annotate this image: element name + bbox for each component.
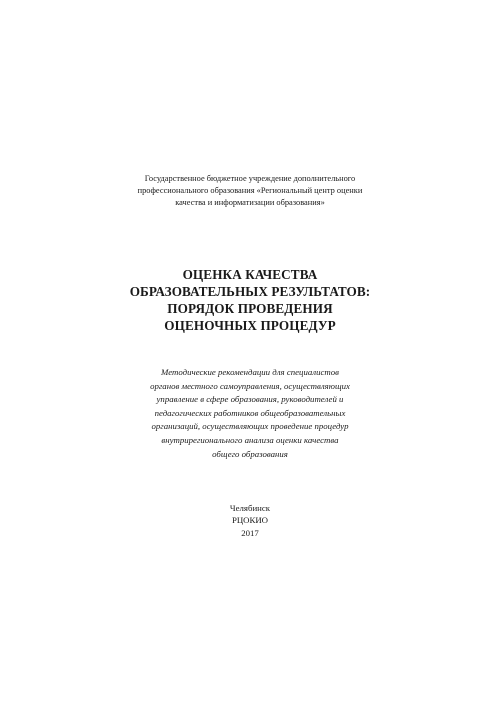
title-line: ПОРЯДОК ПРОВЕДЕНИЯ: [167, 301, 333, 316]
subtitle-line: общего образования: [212, 448, 288, 459]
imprint-city: Челябинск: [229, 503, 271, 513]
subtitle-line: Методические рекомендации для специалистов: [161, 367, 339, 377]
institution-line: Государственное бюджетное учреждение дополнительного: [144, 174, 356, 183]
institution-line: качества и информатизации образования»: [175, 198, 325, 207]
title-line: ОЦЕНОЧНЫХ ПРОЦЕДУР: [164, 318, 336, 333]
subtitle-line: органов местного самоуправления, осуществляющих: [150, 380, 350, 391]
document-title: [90, 266, 410, 334]
institution-name: [130, 173, 370, 209]
institution-line: профессионального образования «Региональный центр оценки: [137, 186, 363, 195]
imprint-publisher: РЦОКИО: [231, 515, 269, 526]
subtitle-line: управление в сфере образования, руководителей и: [156, 394, 344, 405]
title-line: ОЦЕНКА КАЧЕСТВА: [182, 267, 318, 282]
subtitle-line: педагогических работников общеобразовательных: [154, 407, 346, 418]
subtitle-line: организаций, осуществляющих проведение процедур: [151, 421, 349, 432]
document-subtitle: [115, 366, 385, 461]
title-line: ОБРАЗОВАТЕЛЬНЫХ РЕЗУЛЬТАТОВ:: [129, 284, 371, 299]
imprint-year: 2017: [241, 527, 259, 538]
subtitle-line: внутрирегионального анализа оценки качества: [161, 434, 339, 445]
imprint: [190, 502, 310, 539]
